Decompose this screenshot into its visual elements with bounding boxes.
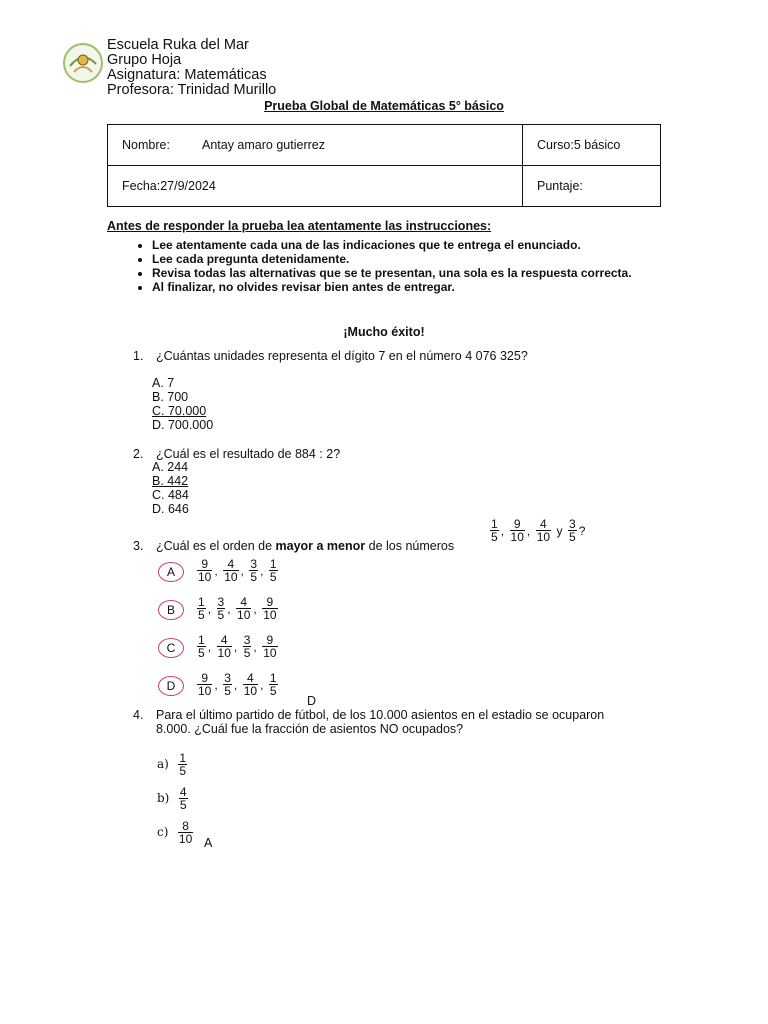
instructions-list	[107, 238, 712, 294]
score-cell[interactable]: Puntaje:	[523, 166, 661, 207]
fraction: $\frac{4}{5}$	[179, 785, 187, 812]
option-d-fractions: $\frac{9}{10}$ , $\frac{3}{5}$ , $\frac{4}{10}$ , $\frac{1}{5}$	[198, 671, 277, 698]
fraction: $\frac{4}{10}$	[536, 517, 551, 544]
option-c[interactable]: C. 484	[152, 488, 189, 502]
fraction: $\frac{1}{5}$	[179, 751, 187, 778]
fraction: $\frac{9}{10}$	[510, 517, 524, 544]
question-mark: ?	[578, 523, 586, 538]
question-number: 1.	[133, 349, 144, 363]
fraction: $\frac{1}{5}$	[491, 517, 498, 544]
group-name: Grupo Hoja	[107, 52, 182, 68]
option-d-circle[interactable]: D	[158, 676, 184, 696]
question-text: ¿Cuántas unidades representa el dígito 7 en el número 4 076 325?	[156, 349, 528, 363]
answer-text[interactable]: D	[307, 694, 317, 708]
option-d[interactable]: D. 646	[152, 502, 189, 516]
option-c-fractions: $\frac{1}{5}$ , $\frac{4}{10}$ , $\frac{3}{5}$ , $\frac{9}{10}$	[198, 633, 277, 660]
question-number: 3.	[133, 539, 144, 553]
good-luck-text: ¡Mucho éxito!	[343, 325, 425, 339]
instruction-item: • Lee cada pregunta detenidamente.	[152, 252, 712, 266]
instruction-item: • Revisa todas las alternativas que se te presentan, una sola es la respuesta correcta.	[152, 266, 712, 280]
question-text-bold: mayor a menor	[275, 539, 366, 553]
school-name: Escuela Ruka del Mar	[107, 37, 249, 53]
option-b-fractions: $\frac{1}{5}$ , $\frac{3}{5}$ , $\frac{4}{10}$ , $\frac{9}{10}$	[198, 595, 277, 622]
question-text-line-2: 8.000. ¿Cuál fue la fracción de asientos NO ocupados?	[156, 722, 464, 736]
option-a-fractions: $\frac{9}{10}$ , $\frac{4}{10}$ , $\frac{3}{5}$ , $\frac{1}{5}$	[198, 557, 277, 584]
and-word: y	[556, 523, 563, 538]
question-text-part: ¿Cuál es el orden de	[156, 539, 276, 553]
option-a-circle[interactable]: A	[158, 562, 184, 582]
question-text: ¿Cuál es el resultado de 884 : 2?	[156, 447, 341, 461]
school-logo	[62, 42, 104, 84]
page-title: Prueba Global de Matemáticas 5° básico	[264, 99, 504, 113]
name-value: Antay amaro gutierrez	[202, 138, 325, 152]
question-text-part: de los números	[365, 539, 455, 553]
name-label: Nombre:	[122, 138, 170, 152]
given-numbers: $\frac{1}{5}$ , $\frac{9}{10}$ , $\frac{4}{10}$ y $\frac{3}{5}$ ?	[491, 517, 586, 544]
option-b[interactable]: B. 700	[152, 390, 189, 404]
instruction-item: • Al finalizar, no olvides revisar bien antes de entregar.	[152, 280, 712, 294]
option-b-selected[interactable]: B. 442	[152, 474, 189, 488]
course-cell[interactable]: Curso:5 básico	[523, 125, 661, 166]
option-a[interactable]: A. 244	[152, 460, 189, 474]
option-d[interactable]: D. 700.000	[152, 418, 214, 432]
subject: Asignatura: Matemáticas	[107, 67, 267, 83]
answer-text[interactable]: A	[204, 836, 213, 850]
question-number: 2.	[133, 447, 144, 461]
name-cell[interactable]	[108, 125, 523, 166]
school-header	[107, 38, 276, 98]
option-a[interactable]	[157, 752, 187, 777]
date-cell[interactable]: Fecha:27/9/2024	[108, 166, 523, 207]
option-c-circle[interactable]: C	[158, 638, 184, 658]
option-c[interactable]	[157, 820, 193, 845]
question-text	[156, 539, 454, 553]
teacher: Profesora: Trinidad Murillo	[107, 82, 277, 98]
instruction-item: • Lee atentamente cada una de las indicaciones que te entrega el enunciado.	[152, 238, 712, 252]
question-text-line-1: Para el último partido de fútbol, de los 10.000 asientos en el estadio se ocuparon	[156, 708, 605, 722]
option-letter: a)	[157, 756, 169, 771]
instructions-heading: Antes de responder la prueba lea atentamente las instrucciones:	[107, 219, 492, 233]
fraction: $\frac{8}{10}$	[178, 819, 193, 846]
option-letter: b)	[157, 790, 170, 805]
option-c-selected[interactable]: C. 70.000	[152, 404, 207, 418]
option-b[interactable]	[157, 786, 188, 811]
option-a[interactable]: A. 7	[152, 376, 175, 390]
student-info-table	[107, 124, 661, 207]
fraction: $\frac{3}{5}$	[569, 517, 576, 544]
option-b-circle[interactable]: B	[158, 600, 184, 620]
option-letter: c)	[157, 824, 169, 839]
question-number: 4.	[133, 708, 144, 722]
